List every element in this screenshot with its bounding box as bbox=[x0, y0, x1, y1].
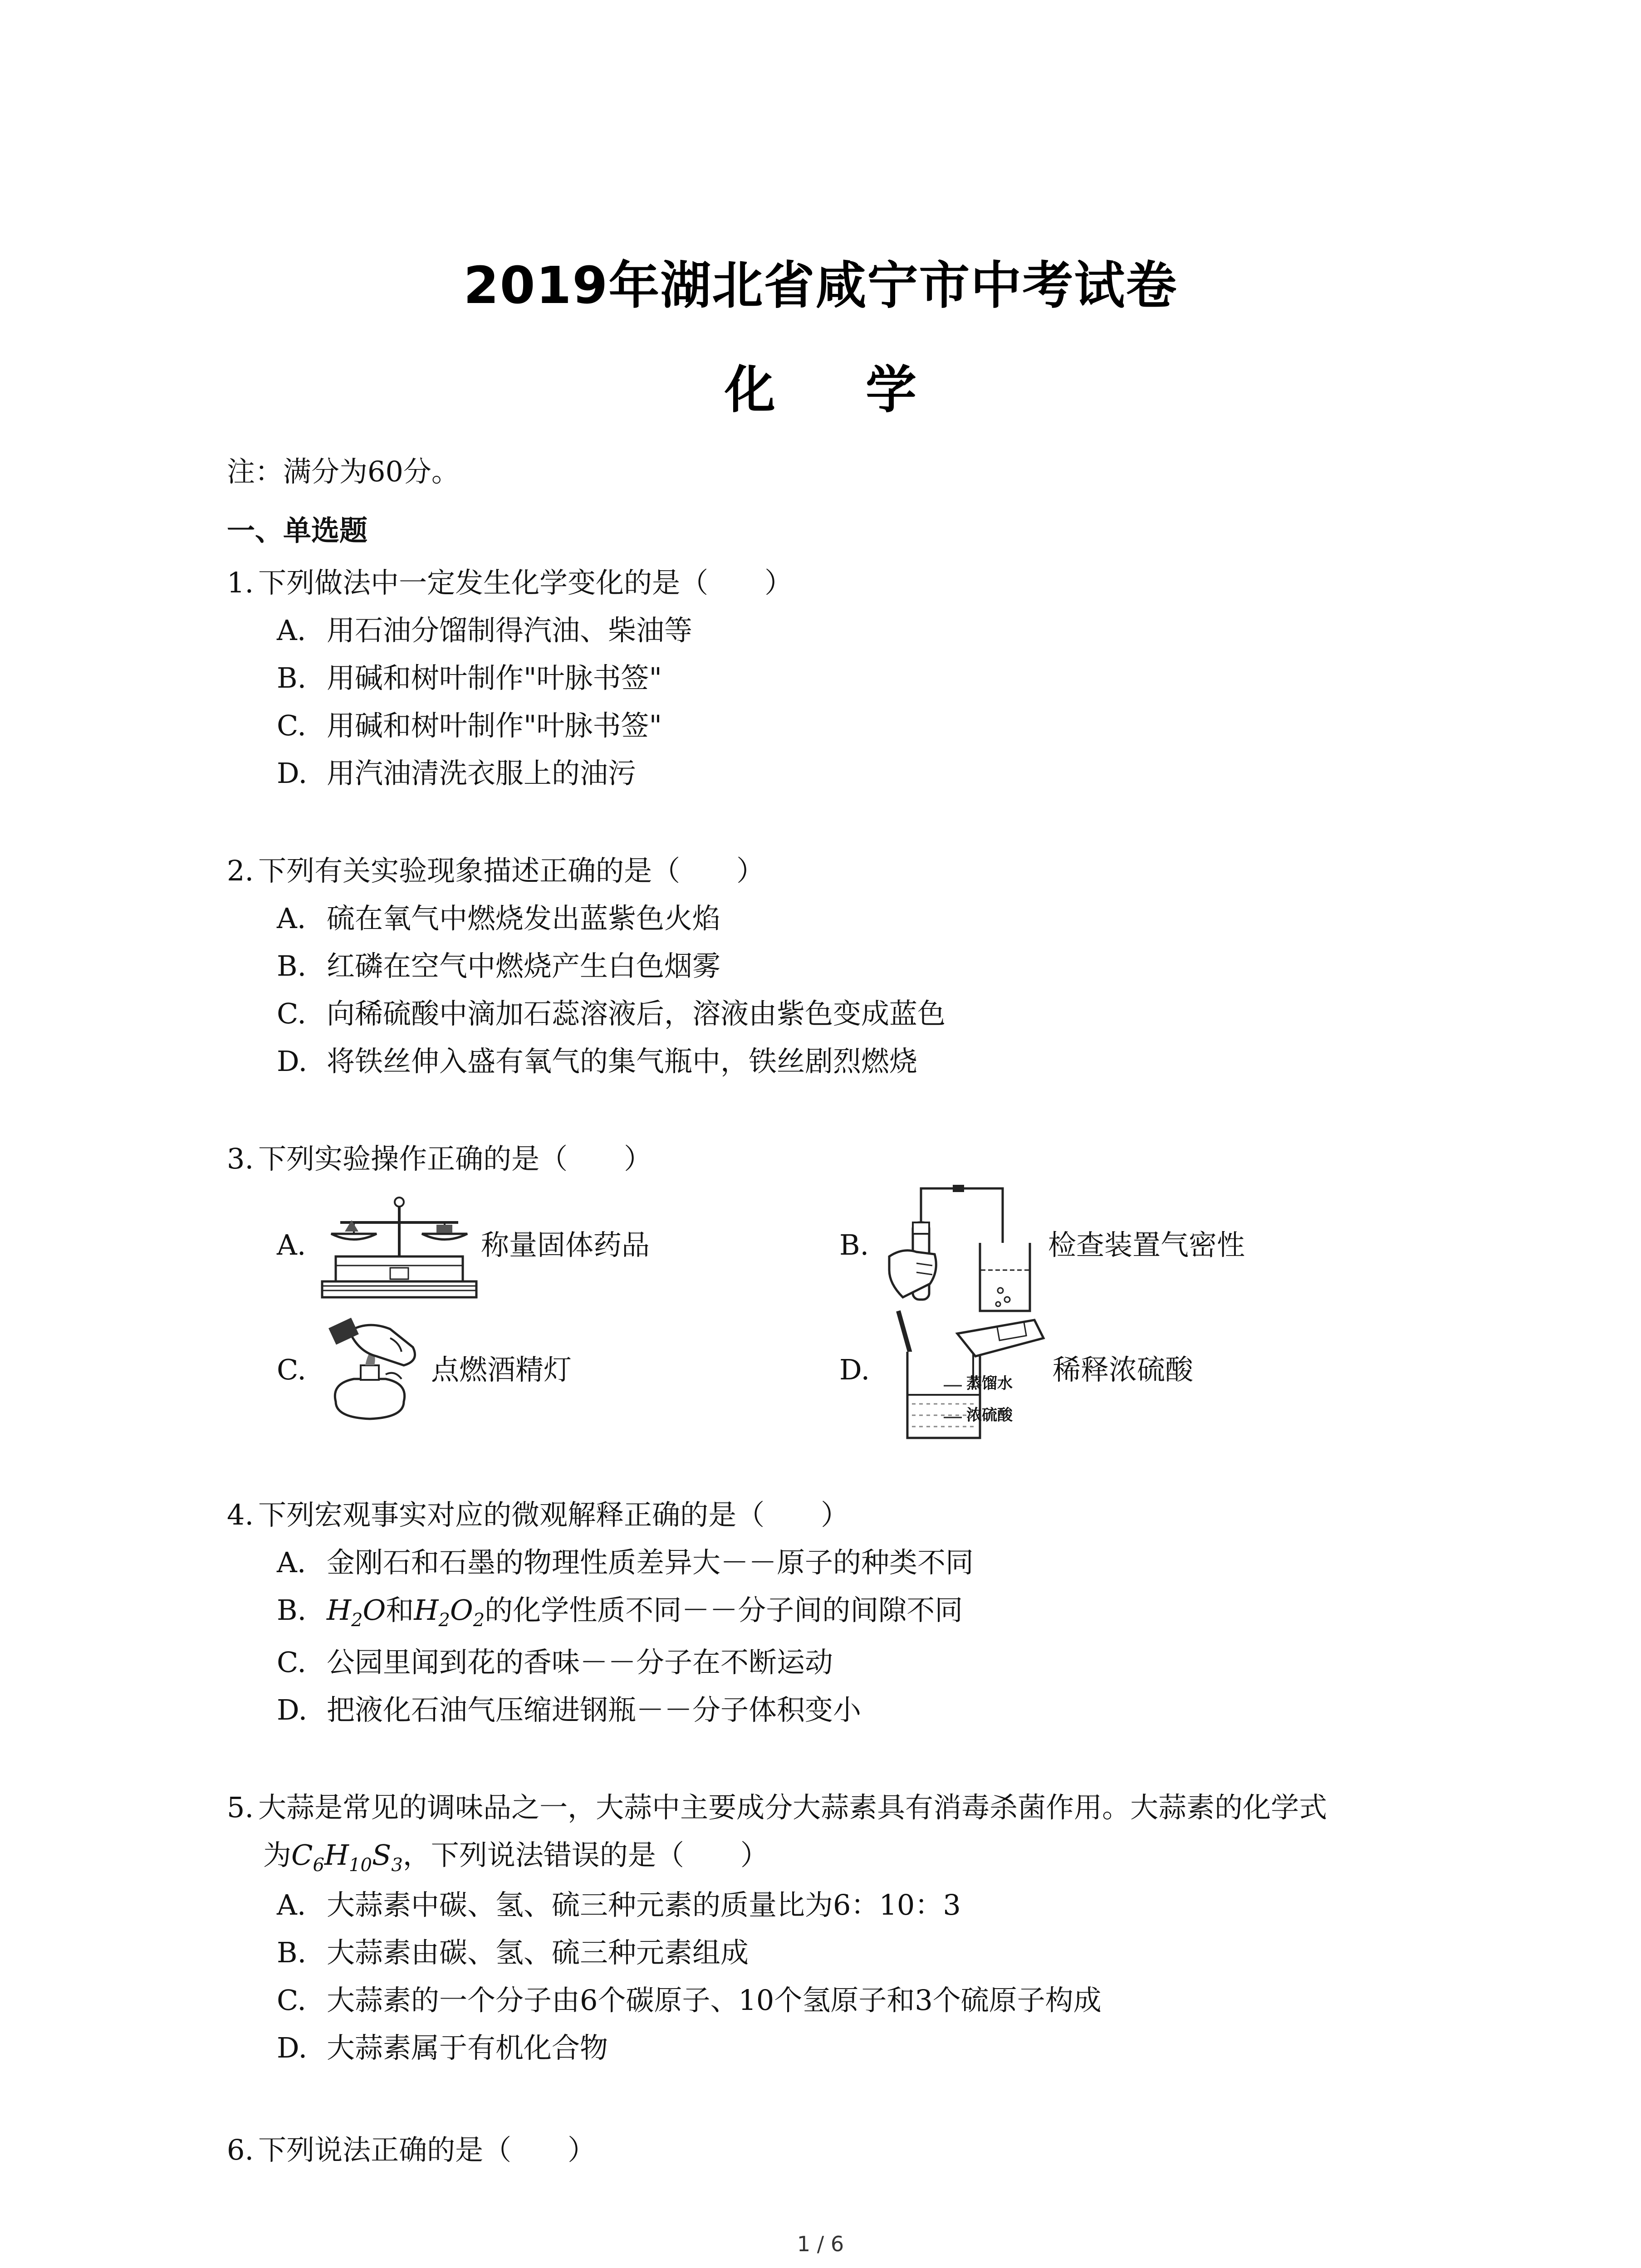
question-stem: 下列说法正确的是（ ） bbox=[258, 2133, 596, 2166]
section-heading: 一、单选题 bbox=[227, 514, 368, 547]
option-1b bbox=[277, 660, 662, 696]
formula-h: H bbox=[324, 1838, 349, 1872]
option-text: 公园里闻到花的香味－－分子在不断运动 bbox=[327, 1646, 833, 1679]
option-letter: B. bbox=[277, 661, 307, 694]
option-2b bbox=[277, 948, 720, 984]
formula-subscript: 2 bbox=[438, 1610, 450, 1631]
option-text: 大蒜素中碳、氢、硫三种元素的质量比为6：10：3 bbox=[327, 1888, 961, 1921]
option-letter: A. bbox=[277, 614, 306, 647]
option-letter: B. bbox=[839, 1228, 869, 1261]
formula-h2o-h: H bbox=[327, 1593, 352, 1627]
formula-h2o2-h: H bbox=[414, 1593, 439, 1627]
option-text: 大蒜素属于有机化合物 bbox=[327, 2031, 608, 2064]
option-letter: A. bbox=[277, 902, 306, 935]
option-letter: C. bbox=[277, 1353, 306, 1386]
option-letter: A. bbox=[277, 1888, 306, 1921]
formula-h2o-o: O bbox=[362, 1593, 386, 1627]
conjunction: 和 bbox=[386, 1593, 414, 1627]
formula-subscript: 6 bbox=[313, 1855, 324, 1876]
question-number: 2. bbox=[227, 854, 254, 887]
formula-subscript: 10 bbox=[349, 1855, 372, 1876]
option-letter: D. bbox=[277, 1693, 308, 1726]
formula-h2o2-o: O bbox=[450, 1593, 473, 1627]
option-4c bbox=[277, 1644, 833, 1681]
question-stem: 下列实验操作正确的是（ ） bbox=[258, 1142, 652, 1175]
option-text: 大蒜素的一个分子由6个碳原子、10个氢原子和3个硫原子构成 bbox=[327, 1984, 1102, 2017]
formula-c: C bbox=[291, 1838, 313, 1872]
option-3d-letter bbox=[839, 1352, 889, 1388]
subject-title: 化 学 bbox=[725, 361, 953, 420]
dilution-label-water: 蒸馏水 bbox=[966, 1374, 1013, 1393]
question-number: 1. bbox=[227, 566, 254, 599]
option-3b-letter bbox=[839, 1227, 889, 1263]
option-letter: C. bbox=[277, 1646, 306, 1679]
question-5 bbox=[227, 1789, 1327, 1826]
option-letter: D. bbox=[839, 1353, 870, 1386]
option-letter: C. bbox=[277, 1984, 306, 2017]
formula-subscript: 2 bbox=[473, 1610, 485, 1631]
option-4a bbox=[277, 1545, 974, 1581]
option-text: 大蒜素由碳、氢、硫三种元素组成 bbox=[327, 1936, 749, 1969]
formula-s: S bbox=[372, 1838, 392, 1872]
balance-figure bbox=[318, 1188, 481, 1302]
option-1d bbox=[277, 755, 636, 792]
question-1 bbox=[227, 565, 793, 601]
option-text: 用碱和树叶制作"叶脉书签" bbox=[327, 709, 662, 742]
option-3d-text: 稀释浓硫酸 bbox=[1053, 1353, 1194, 1386]
option-1c bbox=[277, 708, 662, 744]
dilution-label-acid: 浓硫酸 bbox=[966, 1406, 1013, 1424]
stem-text: ，下列说法错误的是（ ） bbox=[402, 1838, 769, 1872]
option-letter: B. bbox=[277, 1593, 307, 1627]
question-stem: 下列宏观事实对应的微观解释正确的是（ ） bbox=[258, 1498, 849, 1531]
option-text: 用汽油清洗衣服上的油污 bbox=[327, 757, 637, 790]
formula-subscript: 2 bbox=[351, 1610, 363, 1631]
stem-text: 为 bbox=[263, 1838, 292, 1872]
option-2c bbox=[277, 996, 945, 1032]
option-3c-text: 点燃酒精灯 bbox=[431, 1353, 572, 1386]
option-3c-letter bbox=[277, 1352, 327, 1388]
question-stem: 下列有关实验现象描述正确的是（ ） bbox=[258, 854, 765, 887]
alcohol-lamp-figure bbox=[322, 1311, 431, 1424]
question-stem: 大蒜是常见的调味品之一，大蒜中主要成分大蒜素具有消毒杀菌作用。大蒜素的化学式 bbox=[258, 1791, 1327, 1824]
option-letter: B. bbox=[277, 949, 307, 982]
question-6 bbox=[227, 2132, 596, 2168]
option-5d bbox=[277, 2030, 608, 2066]
option-letter: D. bbox=[277, 1045, 308, 1078]
option-3b-text: 检查装置气密性 bbox=[1048, 1228, 1245, 1261]
question-stem: 下列做法中一定发生化学变化的是（ ） bbox=[258, 566, 793, 599]
option-text: 将铁丝伸入盛有氧气的集气瓶中，铁丝剧烈燃烧 bbox=[327, 1045, 918, 1078]
page-title: 2019年湖北省咸宁市中考试卷 bbox=[463, 256, 1178, 315]
question-4 bbox=[227, 1497, 849, 1533]
option-5a bbox=[277, 1887, 961, 1923]
option-text: 红磷在空气中燃烧产生白色烟雾 bbox=[327, 949, 721, 982]
option-1a bbox=[277, 612, 692, 649]
score-note: 注：满分为60分。 bbox=[227, 455, 460, 488]
option-2a bbox=[277, 900, 720, 937]
option-letter: B. bbox=[277, 1936, 307, 1969]
question-number: 3. bbox=[227, 1142, 254, 1175]
option-4b bbox=[277, 1592, 963, 1638]
question-number: 5. bbox=[227, 1791, 254, 1824]
option-text: 把液化石油气压缩进钢瓶－－分子体积变小 bbox=[327, 1693, 862, 1726]
option-4d bbox=[277, 1692, 861, 1728]
question-5-stem-line2 bbox=[263, 1837, 769, 1883]
formula-subscript: 3 bbox=[391, 1855, 403, 1876]
option-5c bbox=[277, 1982, 1102, 2019]
option-letter: D. bbox=[277, 2031, 308, 2064]
option-text: 向稀硫酸中滴加石蕊溶液后，溶液由紫色变成蓝色 bbox=[327, 997, 946, 1030]
option-letter: D. bbox=[277, 757, 308, 790]
option-2d bbox=[277, 1043, 917, 1080]
question-3 bbox=[227, 1141, 652, 1177]
option-3a-text: 称量固体药品 bbox=[481, 1228, 650, 1261]
option-text: 硫在氧气中燃烧发出蓝紫色火焰 bbox=[327, 902, 721, 935]
option-text: 金刚石和石墨的物理性质差异大－－原子的种类不同 bbox=[327, 1546, 974, 1579]
option-text: 用石油分馏制得汽油、柴油等 bbox=[327, 614, 693, 647]
option-letter: C. bbox=[277, 997, 306, 1030]
option-5b bbox=[277, 1935, 749, 1971]
question-2 bbox=[227, 853, 764, 889]
option-letter: C. bbox=[277, 709, 306, 742]
question-number: 4. bbox=[227, 1498, 254, 1531]
option-text: 的化学性质不同－－分子间的间隙不同 bbox=[485, 1593, 963, 1627]
option-text: 用碱和树叶制作"叶脉书签" bbox=[327, 661, 662, 694]
option-letter: A. bbox=[277, 1546, 306, 1579]
page-number: 1 / 6 bbox=[797, 2232, 844, 2256]
option-letter: A. bbox=[277, 1228, 306, 1261]
airtightness-figure bbox=[885, 1179, 1043, 1315]
question-number: 6. bbox=[227, 2133, 254, 2166]
